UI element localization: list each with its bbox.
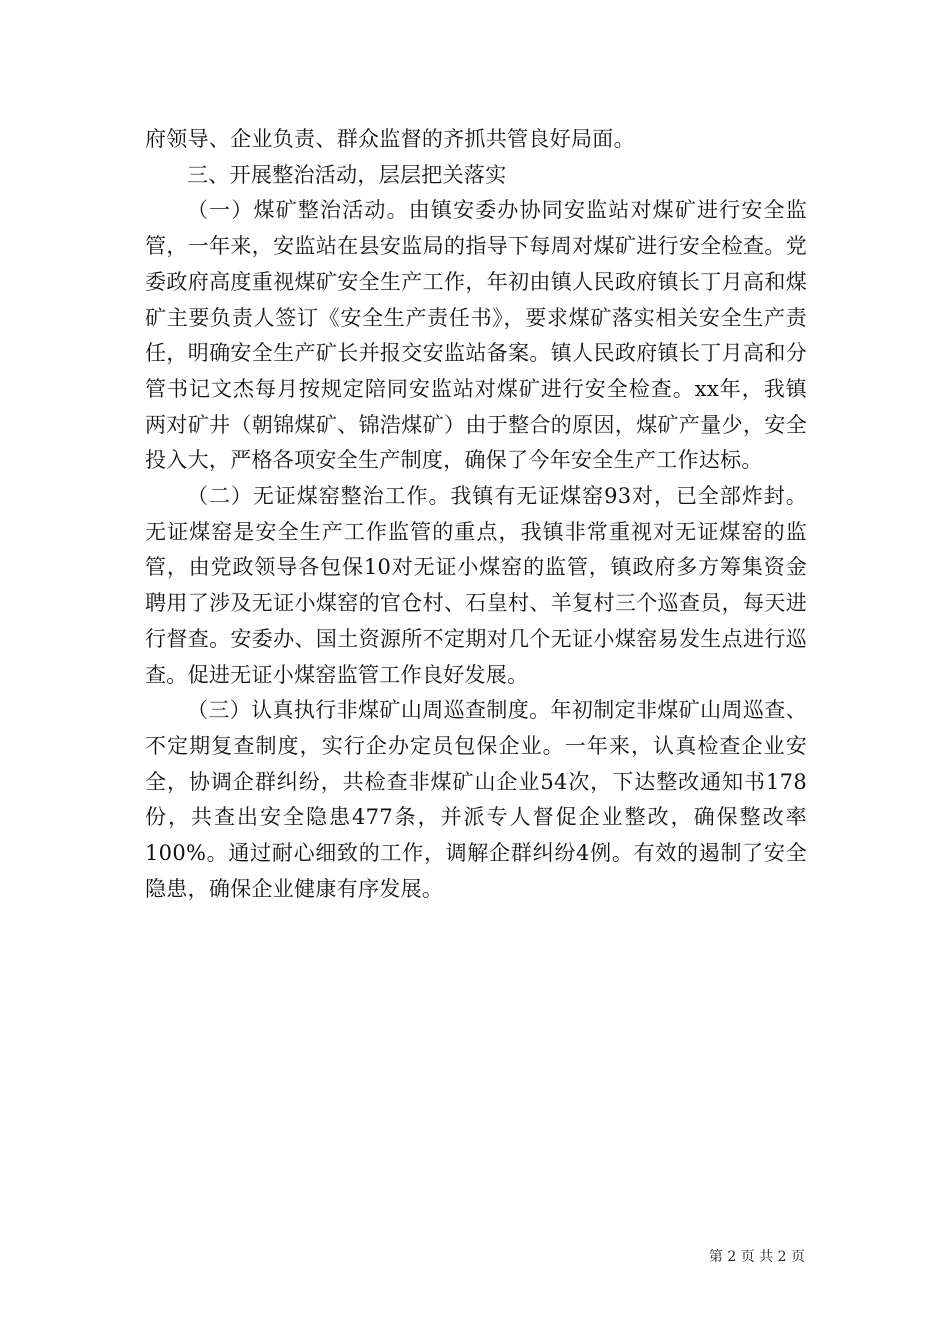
paragraph-unlicensed-kiln-rectification: （二）无证煤窑整治工作。我镇有无证煤窑93对，已全部炸封。无证煤窑是安全生产工作监管的重点，我镇非常重视对无证煤窑的监管，由党政领导各包保10对无证小煤窑的监管，镇政府多方筹集资金聘用了涉及无证小煤窑的官仓村、石皇村、羊复村三个巡查员，每天进行督查。安委办、国土资源所不定期对几个无证小煤窑易发生点进行巡查。促进无证小煤窑监管工作良好发展。 <box>145 484 807 687</box>
paragraph-continuation: 府领导、企业负责、群众监督的齐抓共管良好局面。 <box>145 127 635 151</box>
paragraph-coal-mine-rectification: （一）煤矿整治活动。由镇安委办协同安监站对煤矿进行安全监管，一年来，安监站在县安监局的指导下每周对煤矿进行安全检查。党委政府高度重视煤矿安全生产工作，年初由镇人民政府镇长丁月高和煤矿主要负责人签订《安全生产责任书》，要求煤矿落实相关安全生产责任，明确安全生产矿长并报交安监站备案。镇人民政府镇长丁月高和分管书记文杰每月按规定陪同安监站对煤矿进行安全检查。xx年，我镇两对矿井（朝锦煤矿、锦浩煤矿）由于整合的原因，煤矿产量少，安全投入大，严格各项安全生产制度，确保了今年安全生产工作达标。 <box>145 198 807 473</box>
section-heading: 三、开展整治活动，层层把关落实 <box>187 162 507 187</box>
page-number: 第 2 页 共 2 页 <box>708 1249 805 1265</box>
paragraph-non-coal-mine-inspection: （三）认真执行非煤矿山周巡查制度。年初制定非煤矿山周巡查、不定期复查制度，实行企办定员包保企业。一年来，认真检查企业安全，协调企群纠纷，共检查非煤矿山企业54次，下达整改通知书178份，共查出安全隐患477条，并派专人督促企业整改，确保整改率100%。通过耐心细致的工作，调解企群纠纷4例。有效的遏制了安全隐患，确保企业健康有序发展。 <box>145 698 807 901</box>
document-body <box>145 122 807 907</box>
